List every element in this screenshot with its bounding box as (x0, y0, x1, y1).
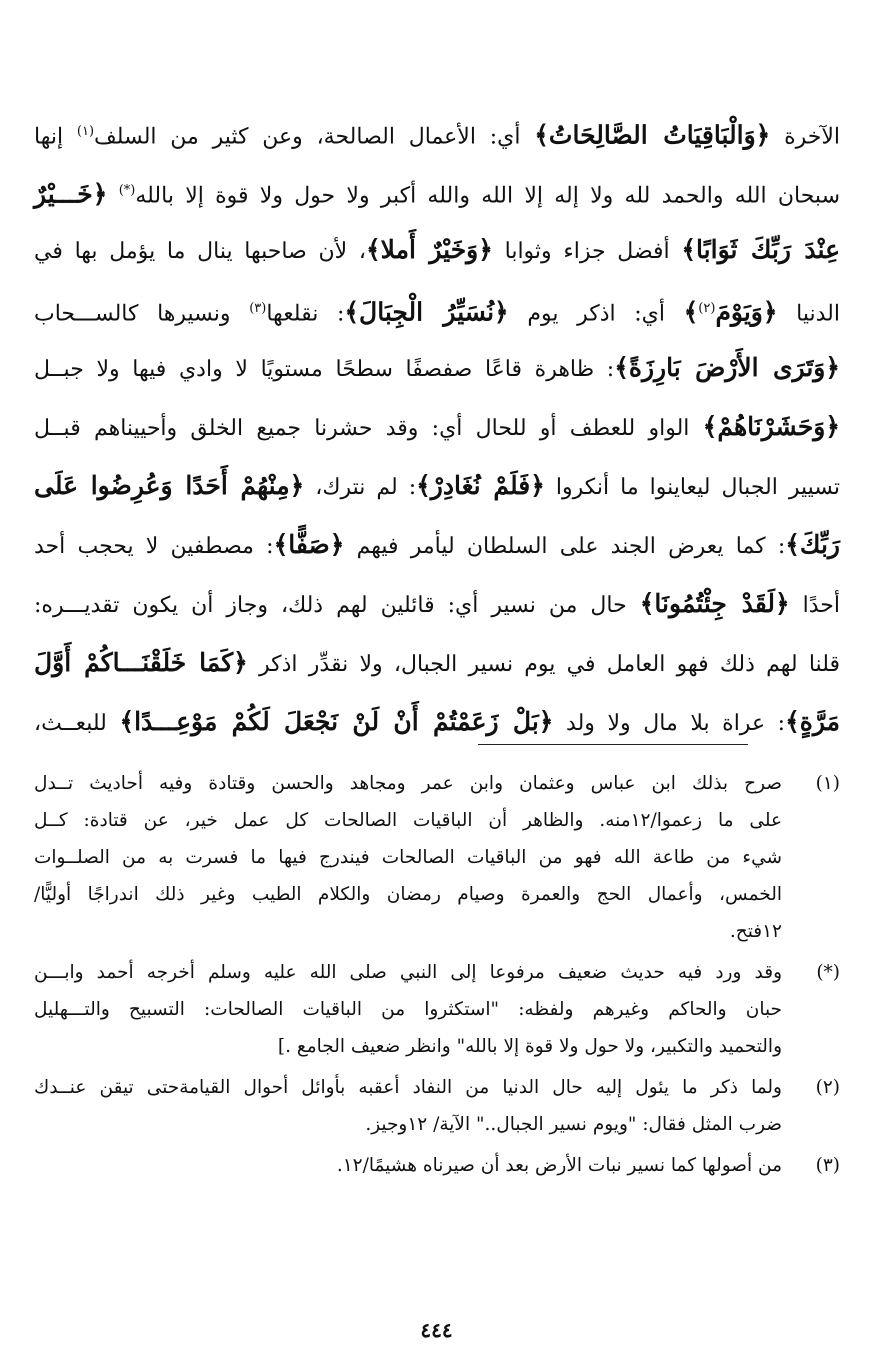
footnote-line: على ما زعموا/١٢منه. والظاهر أن الباقيات الصالحات كل عمل خير، عن قتادة: كــل (34, 810, 782, 831)
footnote-line: صرح بذلك ابن عباس وعثمان وابن عمر ومجاهد والحسن وقتادة وفيه أحاديث تــدل (34, 773, 782, 794)
text-segment: أي: اذكر يوم (508, 301, 684, 327)
text-segment: الآخرة (770, 124, 841, 150)
quran-quote: ﴿بَلْ زَعَمْتُمْ أَنْ لَنْ نَجْعَلَ لَكُمْ مَوْعِـــدًا﴾ (119, 707, 554, 736)
text-line (34, 643, 840, 702)
footnote-line: والتحميد والتكبير، ولا حول ولا قوة إلا بالله" وانظر ضعيف الجامع .] (277, 1036, 782, 1057)
text-segment: للبعــث، (34, 711, 120, 736)
text-segment: أي: الأعمال الصالحة، وعن كثير من السلف (94, 124, 535, 150)
text-line (34, 407, 840, 466)
quran-quote: ﴿وَيَوْمَ (715, 297, 778, 327)
text-segment: : كما يعرض الجند على السلطان ليأمر فيهم (344, 534, 786, 559)
quran-quote: ﴾ (683, 297, 699, 327)
quran-quote: عِنْدَ رَبِّكَ ثَوَابًا﴾ (681, 235, 840, 264)
footnote (34, 1069, 840, 1143)
quran-quote: مَرَّةٍ﴾ (785, 707, 841, 736)
footnote-marker: (٣) (815, 1155, 840, 1176)
text-line (34, 230, 840, 289)
text-line (34, 584, 840, 643)
footnote-line: شيء من طاعة الله فهو من الباقيات الصالحات فيندرج فيها ما فسرت به من الصلــوات (34, 847, 782, 868)
text-line (34, 702, 840, 761)
text-segment: قلنا لهم ذلك فهو العامل في يوم نسير الجبال، ولا نقدِّر اذكر (247, 652, 840, 677)
quran-quote: ﴿لَقَدْ جِئْتُمُونَا﴾ (639, 589, 790, 618)
footnote-ref: (٢) (698, 301, 716, 316)
footnote (34, 954, 840, 1065)
text-segment: إنها (34, 124, 77, 150)
text-segment: ونسيرها كالســـحاب (34, 301, 250, 327)
text-segment: الدنيا (777, 301, 840, 327)
text-line (34, 289, 840, 348)
text-line (34, 171, 840, 230)
quran-quote: ﴿فَلَمْ نُغَادِرْ﴾ (416, 471, 545, 500)
text-segment: : نقلعها (266, 301, 345, 327)
text-segment: : ظاهرة قاعًا صفصفًا سطحًا مستويًا لا وادي فيها ولا جبــل (34, 357, 615, 382)
text-line (34, 112, 840, 171)
footnotes-section (34, 765, 840, 1188)
text-segment: أحدًا (789, 593, 841, 618)
quran-quote: رَبِّكَ﴾ (785, 530, 840, 559)
footnote-ref: (٣) (249, 301, 267, 316)
footnote-ref: (١) (76, 124, 95, 139)
footnote (34, 1147, 840, 1184)
footnote-line: ضرب المثل فقال: "ويوم نسير الجبال.." الآية/ ١٢وجيز. (365, 1114, 782, 1135)
footnote-marker: (١) (815, 773, 840, 794)
text-segment: : عراة بلا مال ولا ولد (553, 711, 786, 736)
text-segment: سبحان الله والحمد لله ولا إله إلا الله والله أكبر ولا حول ولا قوة إلا بالله (135, 183, 841, 209)
footnote-line: الخمس، وأعمال الحج والعمرة وصيام رمضان والكلام الطيب وغير ذلك اندراجًا أوليًّا/ (34, 884, 782, 905)
footnote-marker: (*) (816, 962, 840, 983)
text-segment: أفضل جزاء وثوابا (492, 239, 682, 264)
footnote-marker: (٢) (815, 1077, 840, 1098)
text-segment (107, 183, 118, 208)
footnote (34, 765, 840, 950)
quran-quote: ﴿خَـــيْرٌ (34, 179, 108, 209)
footnote-line: ولما ذكر ما يئول إليه حال الدنيا من النفاد أعقبه بأوائل أحوال القيامةحتى تيقن عنــدك (34, 1077, 782, 1098)
footnote-line: ١٢فتح. (729, 921, 782, 942)
text-line (34, 525, 840, 584)
main-text-body (34, 112, 840, 761)
footnote-line: وقد ورد فيه حديث ضعيف مرفوعا إلى النبي صلى الله عليه وسلم أخرجه أحمد وابـــن (34, 962, 782, 983)
quran-quote: ﴿وَحَشَرْنَاهُمْ﴾ (702, 412, 840, 441)
text-line (34, 348, 840, 407)
text-segment: الواو للعطف أو للحال أي: وقد حشرنا جميع الخلق وأحييناهم قبــل (34, 416, 703, 441)
quran-quote: ﴿صَفًّا﴾ (273, 530, 345, 559)
footnote-line: من أصولها كما نسير نبات الأرض بعد أن صيرناه هشيمًا/١٢. (336, 1155, 782, 1176)
quran-quote: ﴿وَخَيْرٌ أَملا﴾ (366, 235, 493, 264)
quran-quote: ﴿وَتَرَى الأَرْضَ بَارِزَةً﴾ (614, 353, 840, 382)
quran-quote: ﴿كَمَا خَلَقْنَـــاكُمْ أَوَّلَ (34, 648, 248, 677)
footnote-ref: (*) (118, 183, 136, 198)
text-segment: تسيير الجبال ليعاينوا ما أنكروا (544, 475, 840, 500)
page-number: ٤٤٤ (420, 1318, 453, 1342)
footnote-separator (478, 744, 748, 745)
text-segment: : مصطفين لا يحجب أحد (34, 534, 274, 559)
quran-quote: ﴿نُسَيِّرُ الْجِبَالَ﴾ (344, 297, 509, 327)
text-segment: ، لأن صاحبها ينال ما يؤمل بها في (34, 239, 367, 264)
text-segment: حال من نسير أي: قائلين لهم ذلك، وجاز أن يكون تقديـــره: (34, 593, 640, 618)
quran-quote: ﴿مِنْهُمْ أَحَدًا وَعُرِضُوا عَلَى (34, 471, 305, 500)
text-segment: : لم نترك، (304, 475, 417, 500)
text-line (34, 466, 840, 525)
quran-quote: ﴿وَالْبَاقِيَاتُ الصَّالِحَاتُ﴾ (534, 120, 771, 150)
footnote-line: حبان والحاكم وغيرهم ولفظه: "استكثروا من الباقيات الصالحات: التسبيح والتـــهليل (34, 999, 782, 1020)
